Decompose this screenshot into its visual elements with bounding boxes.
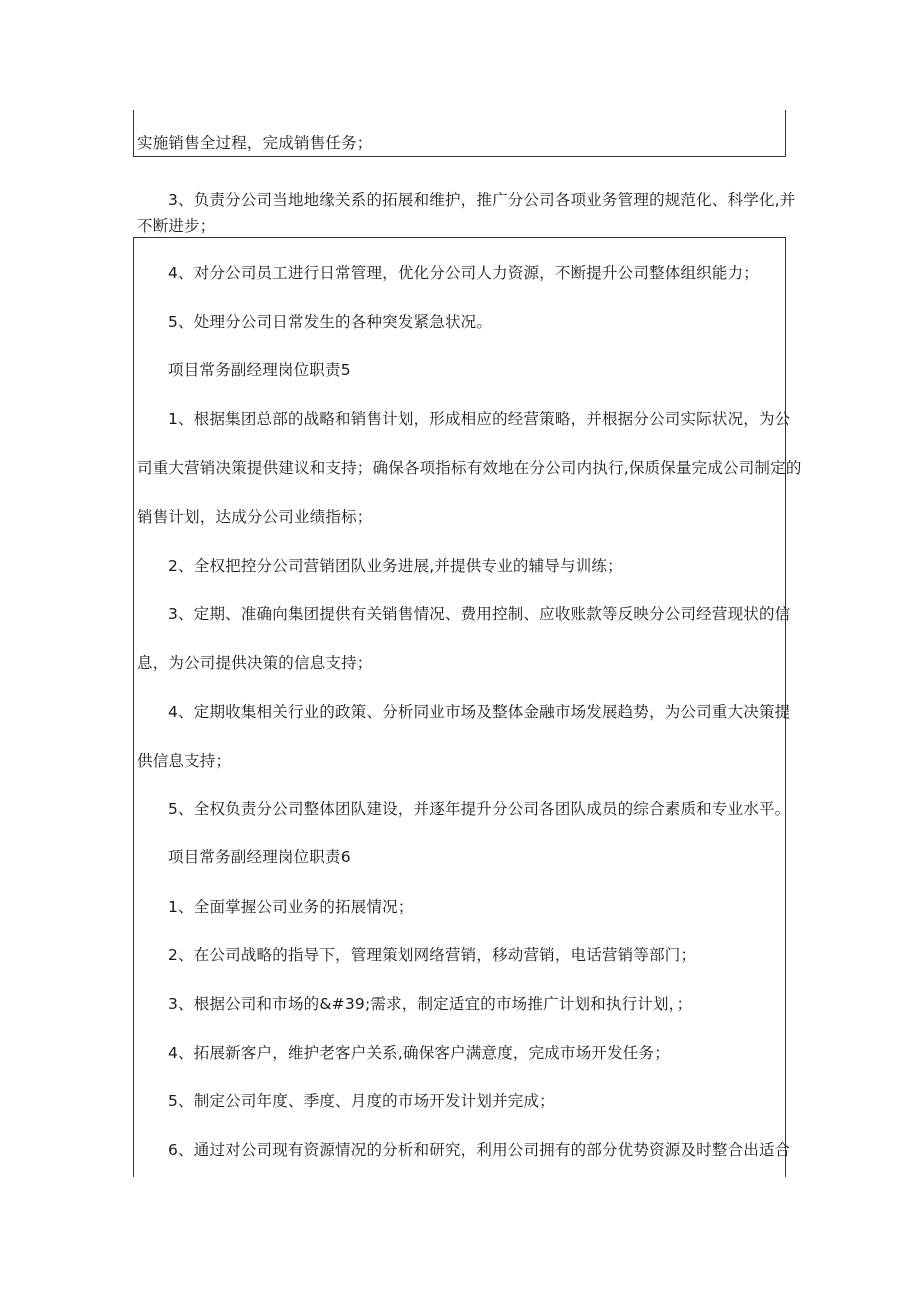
text-line: 销售计划，达成分公司业绩指标；	[137, 508, 373, 526]
text-line: 5、全权负责分公司整体团队建设，并逐年提升分公司各团队成员的综合素质和专业水平。	[168, 800, 791, 818]
text-line: 不断进步；	[137, 217, 216, 235]
text-line: 3、根据公司和市场的&#39;需求，制定适宜的市场推广计划和执行计划，；	[168, 995, 693, 1013]
text-line: 息，为公司提供决策的信息支持；	[137, 654, 373, 672]
text-line: 6、通过对公司现有资源情况的分析和研究，利用公司拥有的部分优势资源及时整合出适合	[168, 1141, 791, 1159]
text-line: 4、对分公司员工进行日常管理，优化分公司人力资源，不断提升公司整体组织能力；	[168, 264, 759, 282]
text-line: 5、处理分公司日常发生的各种突发紧急状况。	[168, 313, 493, 331]
section-heading: 项目常务副经理岗位职责5	[168, 361, 351, 379]
text-line: 供信息支持；	[137, 752, 232, 770]
text-line: 4、定期收集相关行业的政策、分析同业市场及整体金融市场发展趋势，为公司重大决策提	[168, 703, 791, 721]
text-line: 1、全面掌握公司业务的拓展情况；	[168, 898, 414, 916]
text-line: 2、在公司战略的指导下，管理策划网络营销，移动营销，电话营销等部门；	[168, 946, 697, 964]
text-line: 3、负责分公司当地地缘关系的拓展和维护，推广分公司各项业务管理的规范化、科学化,并	[168, 191, 796, 209]
text-line: 司重大营销决策提供建议和支持；确保各项指标有效地在分公司内执行,保质保量完成公司制定的	[137, 459, 802, 477]
text-line: 5、制定公司年度、季度、月度的市场开发计划并完成；	[168, 1092, 555, 1110]
text-line: 实施销售全过程，完成销售任务；	[137, 134, 373, 152]
text-line: 1、根据集团总部的战略和销售计划，形成相应的经营策略，并根据分公司实际状况，为公	[168, 410, 791, 428]
text-line: 2、全权把控分公司营销团队业务进展,并提供专业的辅导与训练；	[168, 557, 623, 575]
text-line: 3、定期、准确向集团提供有关销售情况、费用控制、应收账款等反映分公司经营现状的信	[168, 605, 791, 623]
section-heading: 项目常务副经理岗位职责6	[168, 848, 351, 866]
text-line: 4、拓展新客户，维护老客户关系,确保客户满意度，完成市场开发任务；	[168, 1044, 670, 1062]
